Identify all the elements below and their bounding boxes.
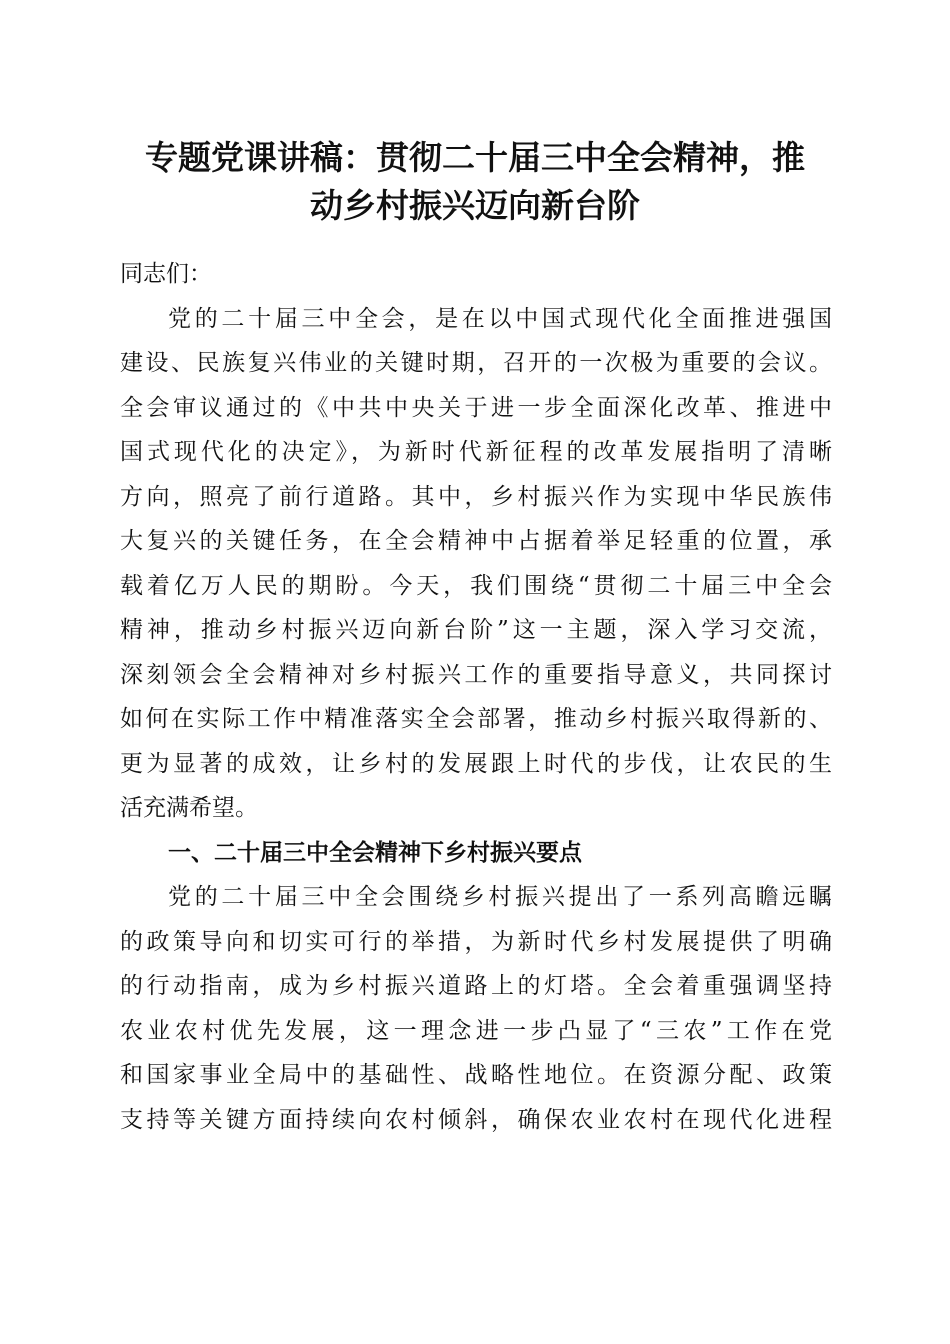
paragraph-1-line: 精神，推动乡村振兴迈向新台阶”这一主题，深入学习交流， <box>120 617 832 643</box>
paragraph-1-line: 载着亿万人民的期盼。今天，我们围绕“贯彻二十届三中全会 <box>120 572 832 599</box>
paragraph-1-line: 方向，照亮了前行道路。其中，乡村振兴作为实现中华民族伟 <box>120 483 832 510</box>
paragraph-1-line: 深刻领会全会精神对乡村振兴工作的重要指导意义，共同探讨 <box>120 661 832 688</box>
paragraph-1-line: 国式现代化的决定》，为新时代新征程的改革发展指明了清晰 <box>120 439 832 465</box>
paragraph-2-line: 的政策导向和切实可行的举措，为新时代乡村发展提供了明确 <box>120 928 832 955</box>
paragraph-2-line: 支持等关键方面持续向农村倾斜，确保农业农村在现代化进程 <box>120 1106 832 1133</box>
paragraph-2-line: 和国家事业全局中的基础性、战略性地位。在资源分配、政策 <box>120 1062 832 1088</box>
paragraph-2-line: 农业农村优先发展，这一理念进一步凸显了“三农”工作在党 <box>120 1017 832 1044</box>
paragraph-2-line: 的行动指南，成为乡村振兴道路上的灯塔。全会着重强调坚持 <box>120 973 832 999</box>
paragraph-1-line: 如何在实际工作中精准落实全会部署，推动乡村振兴取得新的、 <box>120 706 832 732</box>
title-line: 动乡村振兴迈向新台阶 <box>310 186 640 225</box>
paragraph-1-line: 全会审议通过的《中共中央关于进一步全面深化改革、推进中 <box>120 394 832 421</box>
paragraph-1-line: 更为显著的成效，让乡村的发展跟上时代的步伐，让农民的生 <box>120 750 832 777</box>
section-1-heading: 一、二十届三中全会精神下乡村振兴要点 <box>168 839 582 866</box>
paragraph-1-line: 党的二十届三中全会，是在以中国式现代化全面推进强国 <box>168 305 832 332</box>
document-body <box>120 252 832 1142</box>
paragraph-1-line: 建设、民族复兴伟业的关键时期，召开的一次极为重要的会议。 <box>120 350 832 376</box>
paragraph-2-line: 党的二十届三中全会围绕乡村振兴提出了一系列高瞻远瞩 <box>168 884 832 910</box>
title-line: 专题党课讲稿：贯彻二十届三中全会精神，推 <box>145 138 805 177</box>
document-title <box>110 134 840 230</box>
paragraph-1-line: 活充满希望。 <box>120 795 258 821</box>
salutation: 同志们： <box>120 261 212 287</box>
paragraph-1-line: 大复兴的关键任务，在全会精神中占据着举足轻重的位置，承 <box>120 528 832 554</box>
